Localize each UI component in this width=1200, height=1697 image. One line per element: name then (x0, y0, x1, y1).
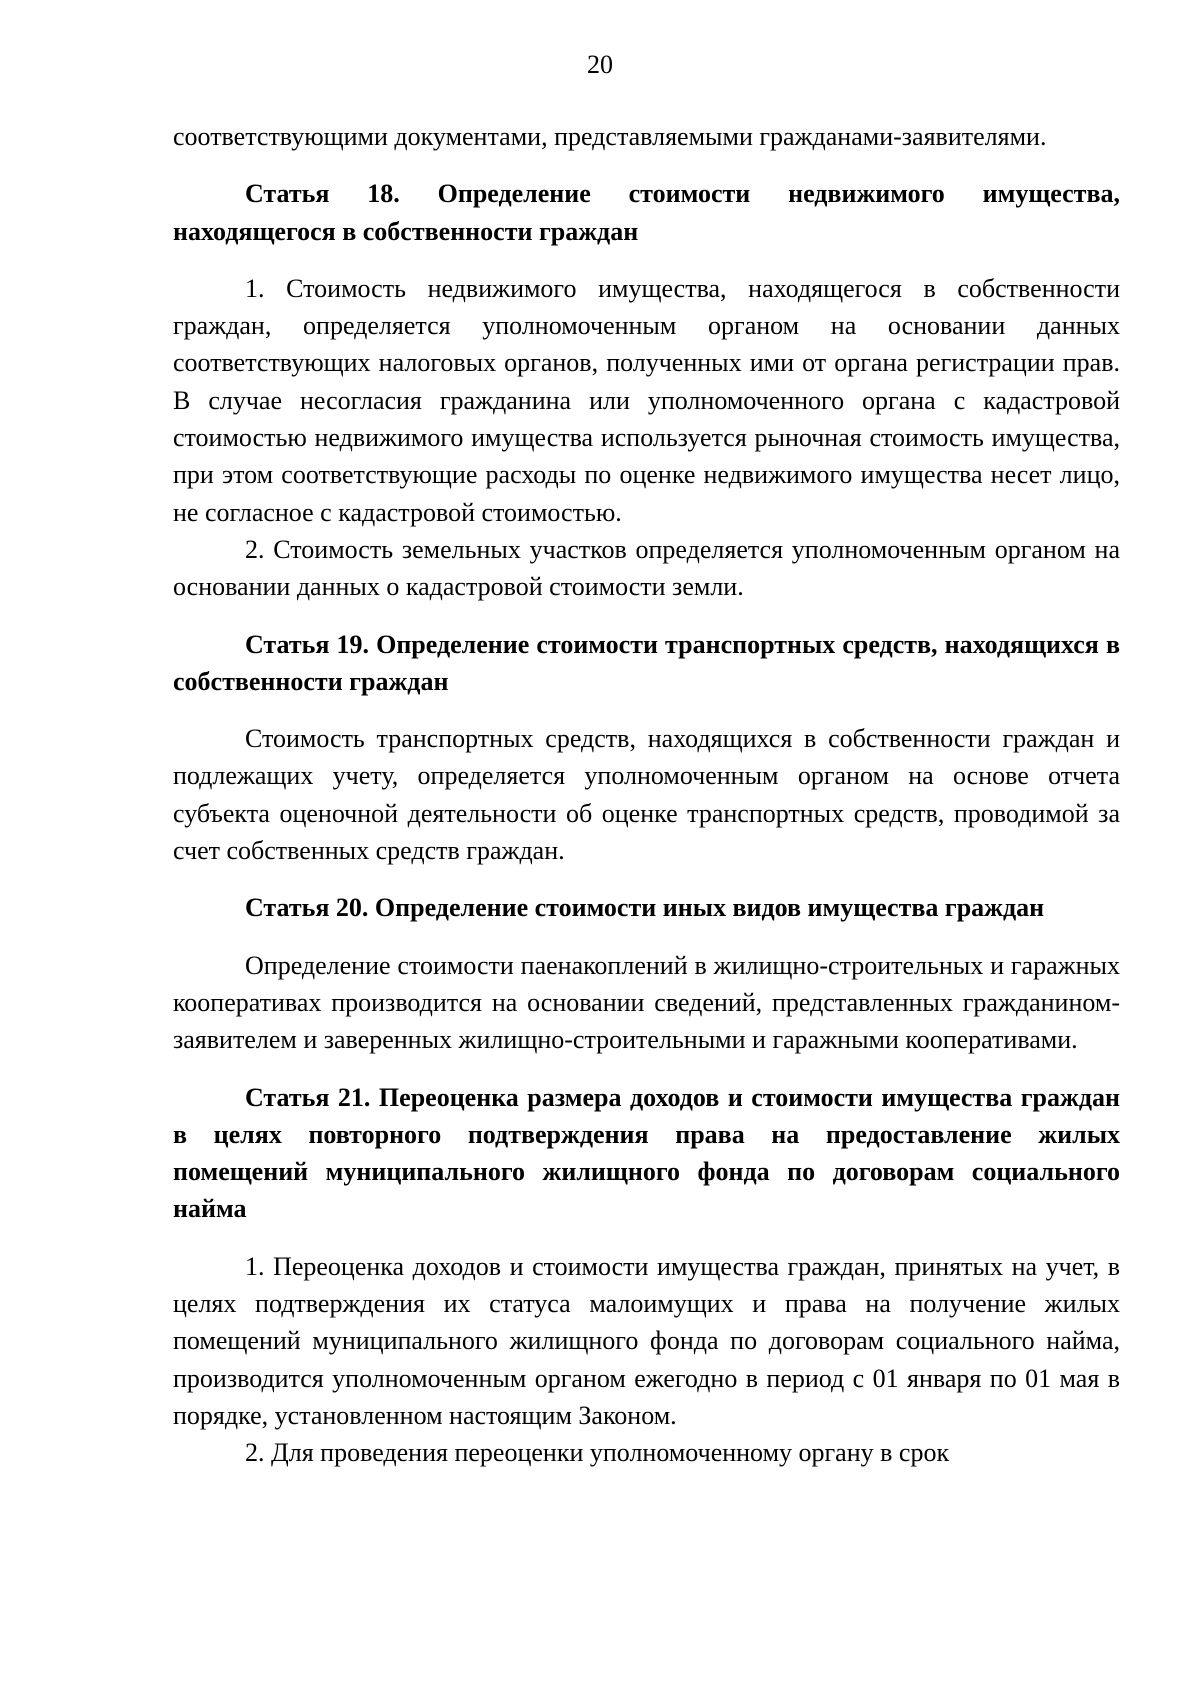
article-heading: Статья 21. Переоценка размера доходов и стоимости имущества граждан в целях повторного подтверждения права на предоставление жилых помещений муниципального жилищного фонда по договорам социального найма (173, 1082, 1120, 1224)
article-heading: Статья 20. Определение стоимости иных видов имущества граждан (245, 893, 1045, 923)
article-heading: Статья 18. Определение стоимости недвижимого имущества, находящегося в собственности граждан (173, 179, 1120, 246)
paragraph: Стоимость транспортных средств, находящихся в собственности граждан и подлежащих учету, определяется уполномоченным органом на основе отчета субъекта оценочной деятельности об оценке транспортных средств, проводимой за счет собственных средств граждан. (173, 724, 1120, 866)
article-heading: Статья 19. Определение стоимости транспортных средств, находящихся в собственности граждан (173, 629, 1120, 696)
paragraph: соответствующими документами, представляемыми гражданами-заявителями. (173, 122, 1047, 151)
page-number: 20 (587, 50, 613, 79)
paragraph: 1. Переоценка доходов и стоимости имущества граждан, принятых на учет, в целях подтверждения их статуса малоимущих и права на получение жилых помещений муниципального жилищного фонда по договорам социального найма, производится уполномоченным органом ежегодно в период с 01 января по 01 мая в порядке, установленном настоящим Законом. (173, 1251, 1120, 1430)
paragraph: 2. Стоимость земельных участков определяется уполномоченным органом на основании данных о кадастровой стоимости земли. (173, 534, 1120, 602)
document-body (173, 118, 1120, 1472)
paragraph: 2. Для проведения переоценки уполномоченному органу в срок (245, 1438, 950, 1468)
paragraph: Определение стоимости паенакоплений в жилищно-строительных и гаражных кооперативах производится на основании сведений, представленных гражданином-заявителем и заверенных жилищно-строительными и гаражными кооперативами. (173, 950, 1120, 1055)
paragraph: 1. Стоимость недвижимого имущества, находящегося в собственности граждан, определяется уполномоченным органом на основании данных соответствующих налоговых органов, полученных ими от органа регистрации прав. В случае несогласия гражданина или уполномоченного органа с кадастровой стоимостью недвижимого имущества используется рыночная стоимость имущества, при этом соответствующие расходы по оценке недвижимого имущества несет лицо, не согласное с кадастровой стоимостью. (173, 273, 1120, 527)
